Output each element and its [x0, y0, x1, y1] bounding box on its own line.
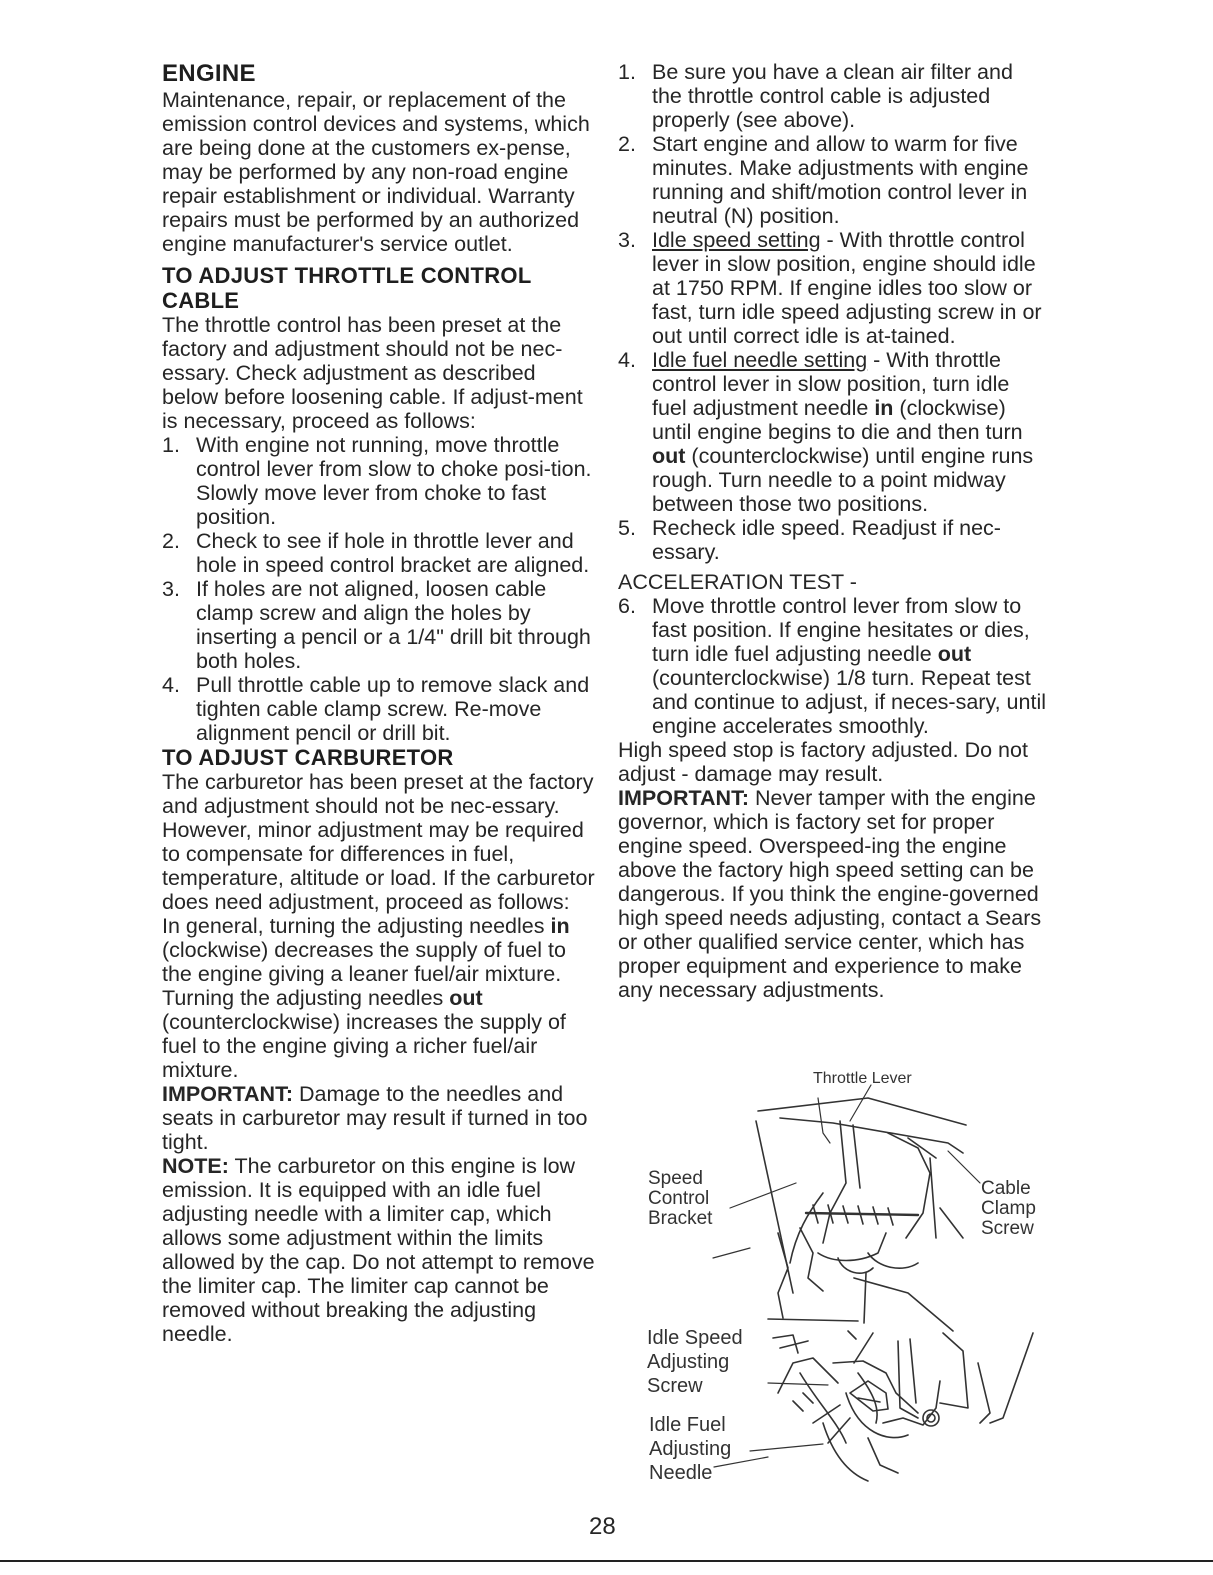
cable-clamp-screw-label: Cable Clamp Screw: [981, 1178, 1036, 1239]
right-column: [618, 60, 1048, 1002]
left-column: [162, 60, 597, 1346]
important-note: IMPORTANT: Damage to the needles and seats in carburetor may result if turned in too tight.: [162, 1082, 588, 1154]
governor-important-note: IMPORTANT: Never tamper with the engine governor, which is factory set for proper engine speed. Overspeed-ing the engine above the factory high speed setting can be dangerous. If you think the engine-governed high speed needs adjusting, contact a Sears or other qualified service center, which has proper equipment and experience to make any necessary adjustments.: [618, 786, 1042, 1002]
list-item: 3. If holes are not aligned, loosen cable clamp screw and align the holes by inserting a pencil or a 1/4" drill bit through both holes.: [162, 577, 591, 673]
list-item: 4. Pull throttle cable up to remove slack and tighten cable clamp screw. Re-move alignment pencil or drill bit.: [162, 673, 590, 745]
list-item: 6. Move throttle control lever from slow to fast position. If engine hesitates or dies, turn idle fuel adjusting needle out (counterclockwise) 1/8 turn. Repeat test and continue to adjust, if neces-sary, until engine accelerates smoothly.: [618, 594, 1046, 738]
bottom-rule: [0, 1560, 1213, 1562]
acceleration-test-heading: ACCELERATION TEST -: [618, 570, 857, 594]
list-item: 2. Start engine and allow to warm for five minutes. Make adjustments with engine running and shift/motion control lever in neutral (N) position.: [618, 132, 1029, 228]
general-paragraph: In general, turning the adjusting needles in (clockwise) decreases the supply of fuel to the engine giving a leaner fuel/air mixture. Turning the adjusting needles out (counterclockwise) increases the supply of fuel to the engine giving a richer fuel/air mixture.: [162, 914, 570, 1082]
throttle-cable-heading: TO ADJUST THROTTLE CONTROL CABLE: [162, 263, 532, 313]
engine-heading: ENGINE: [162, 60, 256, 87]
engine-paragraph: Maintenance, repair, or replacement of the emission control devices and systems, which are being done at the customers ex-pense, may be performed by any non-road engine repair establishment or individual. Warranty repairs must be performed by an authorized engine manufacturer's service outlet.: [162, 88, 590, 256]
page-number: 28: [589, 1513, 616, 1540]
speed-control-bracket-label: Speed Control Bracket: [648, 1168, 713, 1229]
throttle-cable-paragraph: The throttle control has been preset at the factory and adjustment should not be nec-essary. Check adjustment as described below before loosening cable. If adjust-ment is necessary, proceed as follows:: [162, 313, 583, 433]
high-speed-paragraph: High speed stop is factory adjusted. Do not adjust - damage may result.: [618, 738, 1028, 786]
idle-fuel-needle-label: Idle Fuel Adjusting Needle: [649, 1414, 732, 1484]
low-emission-note: NOTE: The carburetor on this engine is low emission. It is equipped with an idle fuel adjusting needle with a limiter cap, which allows some adjustment within the limits allowed by the cap. Do not attempt to remove the limiter cap. The limiter cap cannot be removed without breaking the adjusting needle.: [162, 1154, 595, 1346]
throttle-cable-steps: [162, 433, 597, 745]
carburetor-heading: TO ADJUST CARBURETOR: [162, 745, 454, 770]
list-item: 5. Recheck idle speed. Readjust if nec-essary.: [618, 516, 1001, 564]
carburetor-diagram: [618, 1063, 1058, 1503]
idle-speed-screw-label: Idle Speed Adjusting Screw: [647, 1327, 743, 1397]
list-item: 4. Idle fuel needle setting - With throttle control lever in slow position, turn idle fuel adjustment needle in (clockwise) until engine begins to die and then turn out (counterclockwise) until engine runs rough. Turn needle to a point midway between those two positions.: [618, 348, 1034, 516]
acceleration-steps: [618, 594, 1048, 738]
list-item: 2. Check to see if hole in throttle lever and hole in speed control bracket are aligned.: [162, 529, 590, 577]
throttle-lever-label: Throttle Lever: [813, 1070, 912, 1087]
carburetor-paragraph: The carburetor has been preset at the factory and adjustment should not be nec-essary. However, minor adjustment may be required to compensate for differences in fuel, temperature, altitude or load. If the carburetor does need adjustment, proceed as follows:: [162, 770, 595, 914]
list-item: 1. Be sure you have a clean air filter and the throttle control cable is adjusted properly (see above).: [618, 60, 1013, 132]
carburetor-steps: [618, 60, 1048, 564]
list-item: 1. With engine not running, move throttle control lever from slow to choke posi-tion. Slowly move lever from choke to fast position.: [162, 433, 592, 529]
list-item: 3. Idle speed setting - With throttle control lever in slow position, engine should idle at 1750 RPM. If engine idles too slow or fast, turn idle speed adjusting screw in or out until correct idle is at-tained.: [618, 228, 1042, 348]
